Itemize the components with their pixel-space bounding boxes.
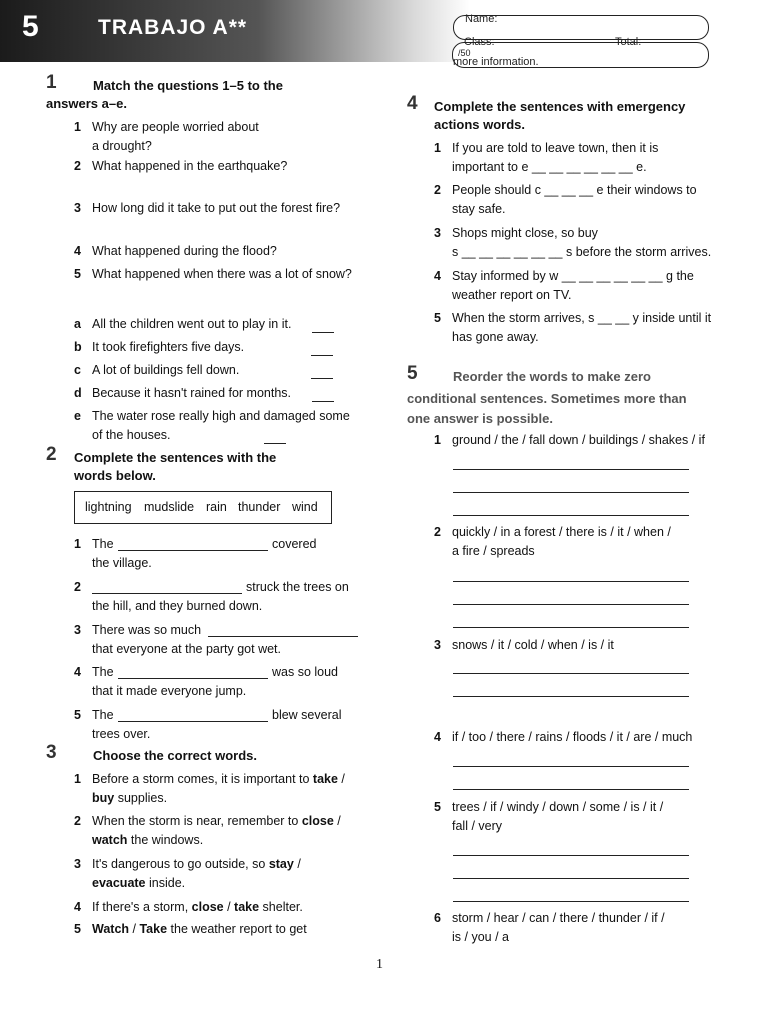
- ex3-item-1: 1 Before a storm comes, it is important to take / buy supplies.: [74, 772, 345, 805]
- exercise-4-title-line2: actions words.: [434, 117, 526, 132]
- answer-blank[interactable]: [311, 355, 333, 356]
- class-total-field[interactable]: [452, 36, 709, 68]
- option-buy[interactable]: buy: [92, 791, 115, 805]
- exercise-5-number: 5: [407, 363, 418, 384]
- answer-line[interactable]: [453, 581, 689, 582]
- ex5-item-3: 3 snows / it / cold / when / is / it: [434, 638, 614, 652]
- fill-blank[interactable]: [118, 550, 268, 551]
- exercise-2-number: 2: [46, 444, 57, 465]
- unit-number: 5: [22, 10, 39, 43]
- page-number: 1: [376, 957, 383, 972]
- ex4-item-5: 5 When the storm arrives, s __ __ y inside until it has gone away.: [434, 311, 712, 344]
- exercise-2-title-line1: Complete the sentences with the: [74, 450, 277, 465]
- more-information: more information.: [453, 56, 539, 68]
- ex5-item-2: 2 quickly / in a forest / there is / it / when / a fire / spreads: [434, 525, 671, 558]
- ex2-item-3: 3 There was so much that everyone at the party got wet.: [74, 621, 374, 659]
- option-stay[interactable]: stay: [268, 857, 294, 871]
- answer-line[interactable]: [453, 878, 689, 879]
- ex5-item-1: 1 ground / the / fall down / buildings / shakes / if: [434, 433, 705, 447]
- answer-blank[interactable]: [311, 378, 333, 379]
- answer-line[interactable]: [453, 469, 689, 470]
- ex2-item-2: 2 struck the trees on the hill, and they burned down.: [74, 580, 349, 613]
- fill-blank[interactable]: [118, 721, 268, 722]
- ex4-item-4: 4 Stay informed by w __ __ __ __ __ __ g the weather report on TV.: [434, 269, 694, 302]
- exercise-5-title-line3: one answer is possible.: [407, 411, 553, 426]
- answer-line[interactable]: [453, 492, 689, 493]
- ex3-item-4: 4 If there's a storm, close / take shelter.: [74, 900, 303, 914]
- ex1-answer-e: e The water rose really high and damaged some of the houses.: [74, 409, 350, 442]
- ex4-item-1: 1 If you are told to leave town, then it is important to e __ __ __ __ __ __ e.: [434, 141, 659, 174]
- ex2-item-4: 4 The was so loud that it made everyone jump.: [74, 665, 339, 698]
- answer-blank[interactable]: [312, 401, 334, 402]
- exercise-4-number: 4: [407, 93, 418, 114]
- answer-blank[interactable]: [264, 443, 286, 444]
- answer-line[interactable]: [453, 627, 689, 628]
- ex3-item-5: 5 Watch / Take the weather report to get: [74, 922, 307, 936]
- name-label: Name:: [465, 13, 498, 25]
- total-label: Total:: [615, 36, 642, 48]
- answer-line[interactable]: [453, 696, 689, 697]
- class-label: Class:: [464, 36, 495, 48]
- word-bank-item: thunder: [238, 500, 281, 514]
- fill-blank[interactable]: [118, 678, 268, 679]
- word-bank-item: wind: [292, 500, 318, 514]
- answer-line[interactable]: [453, 515, 689, 516]
- option-take[interactable]: Take: [139, 922, 168, 936]
- exercise-5-title-line2: conditional sentences. Sometimes more than: [407, 391, 687, 406]
- fill-blank[interactable]: [208, 636, 358, 637]
- ex1-question-3: 3 How long did it take to put out the forest fire?: [74, 201, 341, 215]
- ex1-question-2: 2 What happened in the earthquake?: [74, 159, 288, 173]
- option-watch[interactable]: watch: [92, 833, 128, 847]
- ex3-item-3: 3 It's dangerous to go outside, so stay / evacuate inside.: [74, 857, 301, 890]
- exercise-5-title-line1: Reorder the words to make zero: [453, 369, 651, 384]
- ex1-question-1: 1 Why are people worried about a drought?: [74, 120, 259, 153]
- exercise-1-title-line2: answers a–e.: [46, 96, 127, 111]
- ex1-question-5: 5 What happened when there was a lot of snow?: [74, 267, 352, 281]
- word-bank: [74, 491, 332, 524]
- ex1-question-4: 4 What happened during the flood?: [74, 244, 277, 258]
- option-evacuate[interactable]: evacuate: [92, 876, 146, 890]
- ex1-answer-a: a All the children went out to play in it.: [74, 315, 374, 334]
- exercise-1-number: 1: [46, 72, 57, 93]
- ex1-answer-d: d Because it hasn't rained for months.: [74, 384, 374, 403]
- ex2-item-1: 1 The covered the village.: [74, 537, 317, 570]
- exercise-3-number: 3: [46, 742, 57, 763]
- option-take[interactable]: take: [234, 900, 260, 914]
- fill-blank[interactable]: [92, 593, 242, 594]
- ex4-item-2: 2 People should c __ __ __ e their windows to stay safe.: [434, 183, 697, 216]
- answer-line[interactable]: [453, 766, 689, 767]
- option-close[interactable]: close: [301, 814, 334, 828]
- option-close[interactable]: close: [191, 900, 224, 914]
- ex1-answer-c: c A lot of buildings fell down.: [74, 361, 374, 380]
- ex1-answer-b: b It took firefighters five days.: [74, 338, 374, 357]
- ex5-item-6: 6 storm / hear / can / there / thunder / if / is / you / a: [434, 911, 665, 944]
- exercise-3-title: Choose the correct words.: [93, 748, 257, 763]
- answer-line[interactable]: [453, 855, 689, 856]
- answer-line[interactable]: [453, 789, 689, 790]
- page-title: TRABAJO A**: [98, 16, 248, 39]
- word-bank-item: rain: [206, 500, 227, 514]
- total-value: /50: [458, 48, 471, 58]
- exercise-2-title-line2: words below.: [74, 468, 156, 483]
- answer-line[interactable]: [453, 673, 689, 674]
- ex3-item-2: 2 When the storm is near, remember to close / watch the windows.: [74, 814, 341, 847]
- ex4-item-3: 3 Shops might close, so buy s __ __ __ __ __ __ s before the storm arrives.: [434, 226, 712, 259]
- word-bank-item: lightning: [85, 500, 132, 514]
- answer-blank[interactable]: [312, 332, 334, 333]
- word-bank-item: mudslide: [144, 500, 195, 514]
- answer-line[interactable]: [453, 901, 689, 902]
- ex5-item-5: 5 trees / if / windy / down / some / is / it / fall / very: [434, 800, 664, 833]
- exercise-1-title-line1: Match the questions 1–5 to the: [93, 78, 283, 93]
- ex2-item-5: 5 The blew several trees over.: [74, 708, 342, 741]
- answer-line[interactable]: [453, 604, 689, 605]
- option-watch[interactable]: Watch: [92, 922, 130, 936]
- exercise-4-title-line1: Complete the sentences with emergency: [434, 99, 686, 114]
- ex5-item-4: 4 if / too / there / rains / floods / it / are / much: [434, 730, 693, 744]
- option-take[interactable]: take: [312, 772, 338, 786]
